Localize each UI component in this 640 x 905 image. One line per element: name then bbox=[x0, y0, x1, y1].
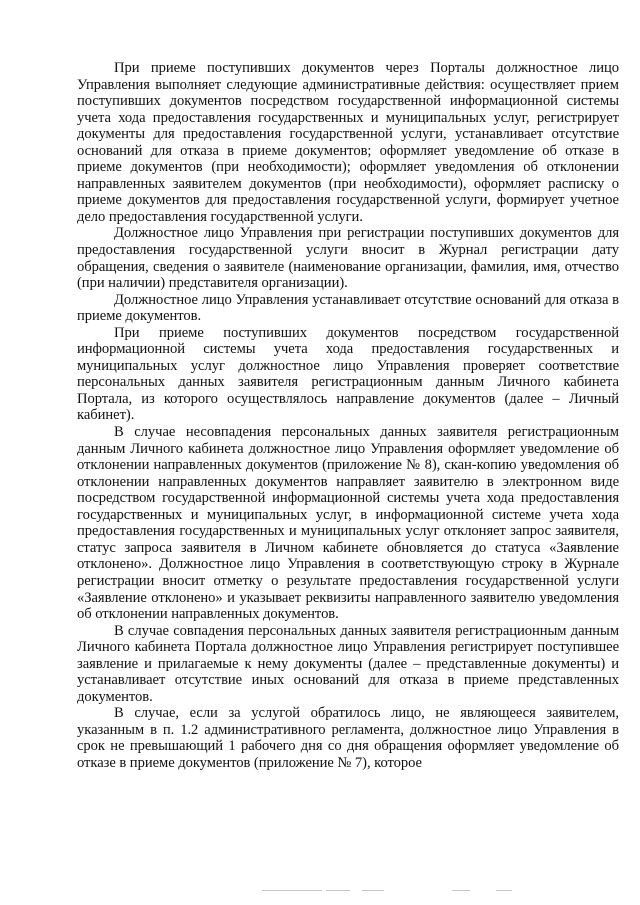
scan-mark bbox=[496, 890, 512, 891]
scan-mark bbox=[362, 890, 384, 891]
paragraph-data-mismatch: В случае несовпадения персональных данных заявителя регистрационным данным Личного кабинета должностное лицо Управления оформляет уведомление об отклонении направленных документов (приложение № 8), скан-копию уведомления об отклонении направленных документов направляет заявителю в электронном виде посредством государственной информационной системы учета хода предоставления государственных и муниципальных услуг, в информационной системе учета хода предоставления государственных и муниципальных услуг отклоняет запрос заявителя, статус запроса заявителя в Личном кабинете обновляется до статуса «Заявление отклонено». Должностное лицо Управления в соответствующую строку в Журнале регистрации вносит отметку о результате предоставления государственной услуги «Заявление отклонено» и указывает реквизиты направленного заявителю уведомления об отклонении направленных документов. bbox=[77, 424, 619, 623]
paragraph-data-match: В случае совпадения персональных данных заявителя регистрационным данным Личного кабинета Портала должностное лицо Управления регистрирует поступившее заявление и прилагаемые к нему документы (далее – представленные документы) и устанавливает отсутствие иных оснований для отказа в приеме представленных документов. bbox=[77, 622, 619, 705]
scan-mark bbox=[452, 890, 470, 891]
scan-artifact-marks bbox=[0, 888, 640, 894]
paragraph-personal-data-check: При приеме поступивших документов посредством государственной информационной системы учета хода предоставления государственных и муниципальных услуг должностное лицо Управления проверяет соответствие персональных данных заявителя регистрационным данным Личного кабинета Портала, из которого осуществлялось направление документов (далее – Личный кабинет). bbox=[77, 324, 619, 424]
scan-mark bbox=[326, 890, 350, 891]
paragraph-portal-intake: При приеме поступивших документов через Порталы должностное лицо Управления выполняет следующие административные действия: осуществляет прием поступивших документов посредством государственной информационной системы учета хода предоставления государственных и муниципальных услуг, регистрирует документы для предоставления государственной услуги, устанавливает отсутствие оснований для отказа в приеме документов; оформляет уведомление об отказе в приеме документов (при необходимости); оформляет уведомления об отклонении направленных заявителем документов (при необходимости), оформляет расписку о приеме документов для предоставления государственной услуги, формирует учетное дело предоставления государственной услуги. bbox=[77, 60, 619, 225]
document-page bbox=[77, 60, 619, 772]
scan-mark bbox=[262, 890, 322, 891]
paragraph-journal-registration: Должностное лицо Управления при регистрации поступивших документов для предоставления государственной услуги вносит в Журнал регистрации дату обращения, сведения о заявителе (наименование организации, фамилия, имя, отчество (при наличии) представителя организации). bbox=[77, 225, 619, 292]
paragraph-non-applicant: В случае, если за услугой обратилось лицо, не являющееся заявителем, указанным в п. 1.2 административного регламента, должностное лицо Управления в срок не превышающий 1 рабочего дня со дня обращения оформляет уведомление об отказе в приеме документов (приложение № 7), которое bbox=[77, 705, 619, 771]
paragraph-no-grounds-refusal: Должностное лицо Управления устанавливает отсутствие оснований для отказа в приеме документов. bbox=[77, 291, 619, 325]
